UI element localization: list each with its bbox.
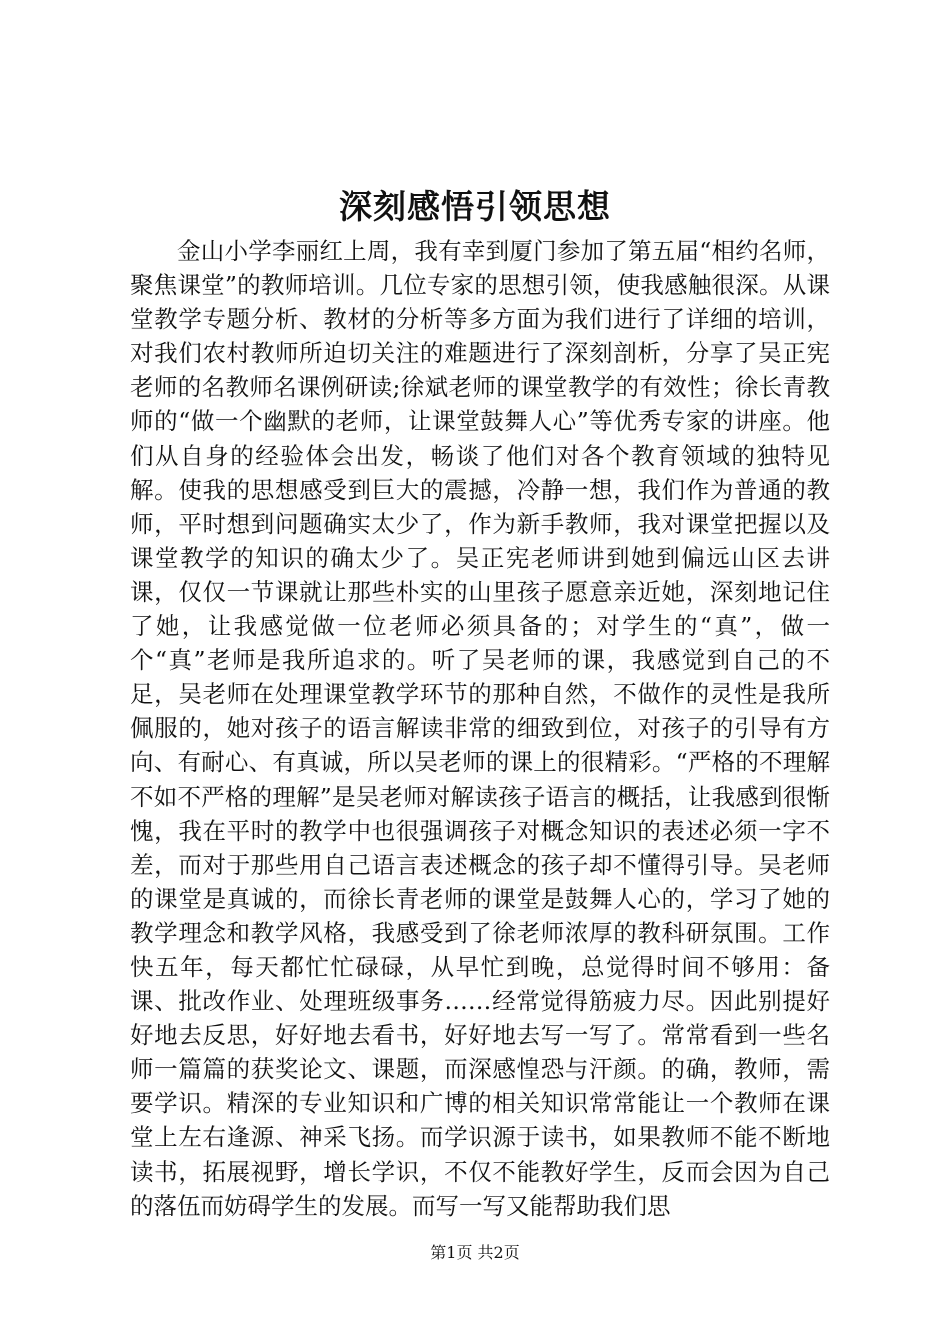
document-title: 深刻感悟引领思想 bbox=[339, 187, 611, 226]
body-paragraph: 金山小学李丽红上周，我有幸到厦门参加了第五届“相约名师，聚焦课堂”的教师培训。几位专家的思想引领，使我感触很深。从课堂教学专题分析、教材的分析等多方面为我们进行了详细的培训，对我们农村教师所迫切关注的难题进行了深刻剖析，分享了吴正宪老师的名教师名课例研读;徐斌老师的课堂教学的有效性；徐长青教师的“做一个幽默的老师，让课堂鼓舞人心”等优秀专家的讲座。他们从自身的经验体会出发，畅谈了他们对各个教育领域的独特见解。使我的思想感受到巨大的震撼，冷静一想，我们作为普通的教师，平时想到问题确实太少了，作为新手教师，我对课堂把握以及课堂教学的知识的确太少了。吴正宪老师讲到她到偏远山区去讲课，仅仅一节课就让那些朴实的山里孩子愿意亲近她，深刻地记住了她，让我感觉做一位老师必须具备的；对学生的“真”，做一个“真”老师是我所追求的。听了吴老师的课，我感觉到自己的不足，吴老师在处理课堂教学环节的那种自然，不做作的灵性是我所佩服的，她对孩子的语言解读非常的细致到位，对孩子的引导有方向、有耐心、有真诚，所以吴老师的课上的很精彩。“严格的不理解不如不严格的理解”是吴老师对解读孩子语言的概括，让我感到很惭愧，我在平时的教学中也很强调孩子对概念知识的表述必须一字不差，而对于那些用自己语言表述概念的孩子却不懂得引导。吴老师的课堂是真诚的，而徐长青老师的课堂是鼓舞人心的，学习了她的教学理念和教学风格，我感受到了徐老师浓厚的教科研氛围。工作快五年，每天都忙忙碌碌，从早忙到晚，总觉得时间不够用：备课、批改作业、处理班级事务……经常觉得筋疲力尽。因此别提好好地去反思，好好地去看书，好好地去写一写了。常常看到一些名师一篇篇的获奖论文、课题，而深感惶恐与汗颜。的确，教师，需要学识。精深的专业知识和广博的相关知识常常能让一个教师在课堂上左右逢源、神采飞扬。而学识源于读书，如果教师不能不断地读书，拓展视野，增长学识，不仅不能教好学生，反而会因为自己的落伍而妨碍学生的发展。而写一写又能帮助我们思 bbox=[130, 237, 830, 1220]
page-footer: 第1页 共2页 bbox=[430, 1243, 520, 1262]
